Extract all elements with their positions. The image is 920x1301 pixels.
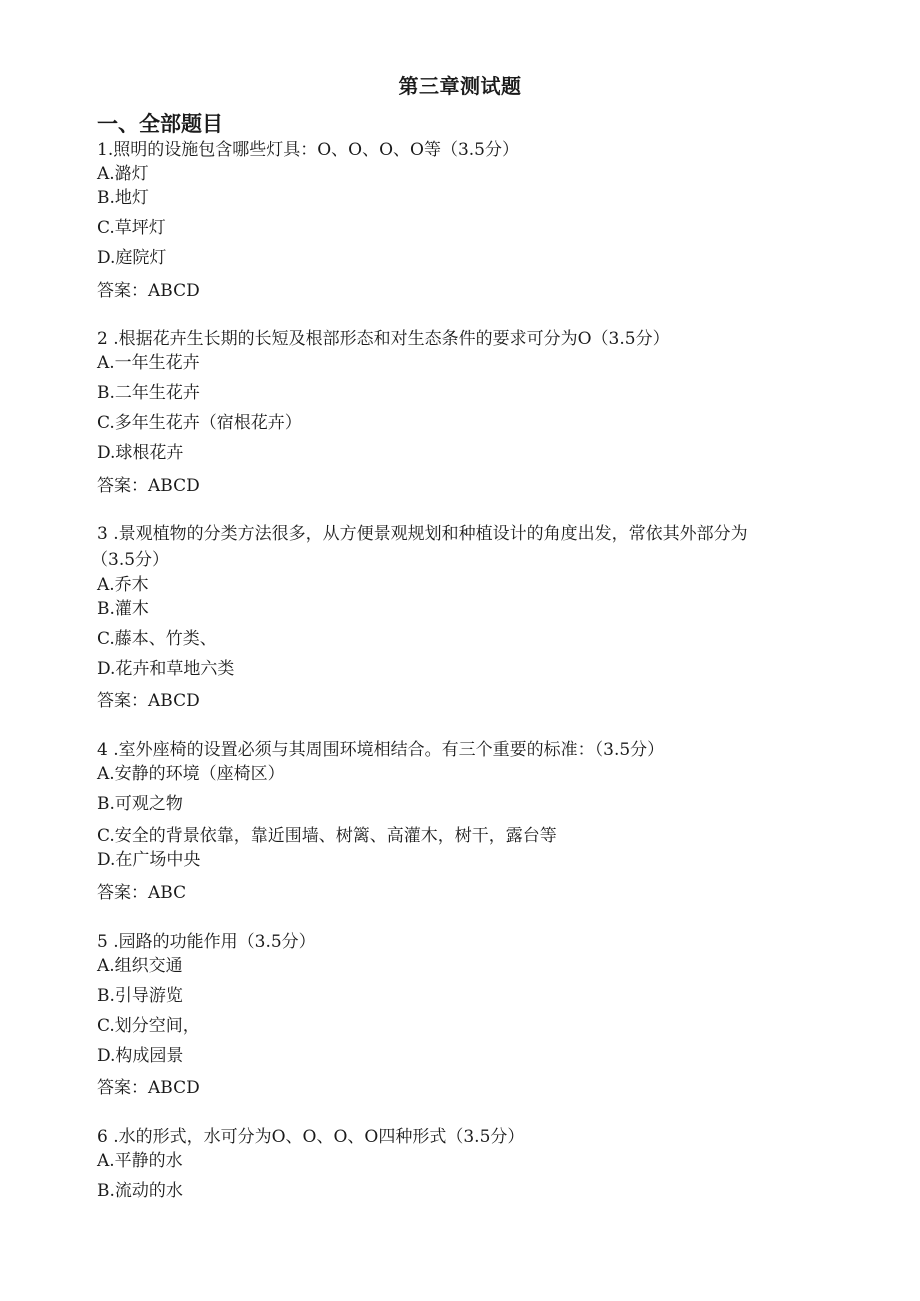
question-2-option-d: D.球根花卉 [97, 443, 184, 463]
question-4-option-d: D.在广场中央 [97, 850, 201, 870]
question-1-option-d: D.庭院灯 [97, 248, 167, 268]
question-5-option-a: A.组织交通 [97, 956, 183, 976]
page-title: 第三章测试题 [398, 74, 522, 98]
question-5-option-c: C.划分空间， [97, 1016, 200, 1036]
question-3-option-d: D.花卉和草地六类 [97, 659, 235, 679]
question-4-answer: 答案：ABC [97, 883, 187, 903]
question-1-option-b: B.地灯 [97, 188, 149, 208]
question-1-answer: 答案：ABCD [97, 281, 200, 301]
question-6-option-b: B.流动的水 [97, 1181, 183, 1201]
question-1-option-a: A.潞灯 [97, 164, 149, 184]
question-4-option-b: B.可观之物 [97, 794, 183, 814]
question-2-option-b: B.二年生花卉 [97, 383, 200, 403]
question-3-option-c: C.藤本、竹类、 [97, 629, 217, 649]
question-3-answer: 答案：ABCD [97, 691, 200, 711]
question-3-stem: 3 .景观植物的分类方法很多，从方便景观规划和种植设计的角度出发，常依其外部分为 [97, 524, 748, 544]
question-4-option-c: C.安全的背景依靠，靠近围墙、树篱、高灌木，树干，露台等 [97, 826, 557, 846]
question-1-stem: 1.照明的设施包含哪些灯具：O、O、O、O等（3.5分） [97, 140, 520, 160]
question-5-stem: 5 .园路的功能作用（3.5分） [97, 932, 316, 952]
question-4-option-a: A.安静的环境（座椅区） [97, 764, 285, 784]
question-6-option-a: A.平静的水 [97, 1151, 183, 1171]
question-6-stem: 6 .水的形式，水可分为O、O、O、O四种形式（3.5分） [97, 1127, 525, 1147]
question-5-answer: 答案：ABCD [97, 1078, 200, 1098]
question-3-option-b: B.灌木 [97, 599, 149, 619]
question-2-option-a: A.一年生花卉 [97, 353, 200, 373]
question-2-option-c: C.多年生花卉（宿根花卉） [97, 413, 302, 433]
question-1-option-c: C.草坪灯 [97, 218, 166, 238]
question-5-option-b: B.引导游览 [97, 986, 183, 1006]
question-2-answer: 答案：ABCD [97, 476, 200, 496]
section-heading: 一、全部题目 [97, 112, 223, 136]
question-3-option-a: A.乔木 [97, 575, 149, 595]
question-4-stem: 4 .室外座椅的设置必须与其周围环境相结合。有三个重要的标准：（3.5分） [97, 740, 665, 760]
question-3-stem-continued: （3.5分） [91, 550, 170, 570]
question-2-stem: 2 .根据花卉生长期的长短及根部形态和对生态条件的要求可分为O（3.5分） [97, 329, 670, 349]
question-5-option-d: D.构成园景 [97, 1046, 184, 1066]
